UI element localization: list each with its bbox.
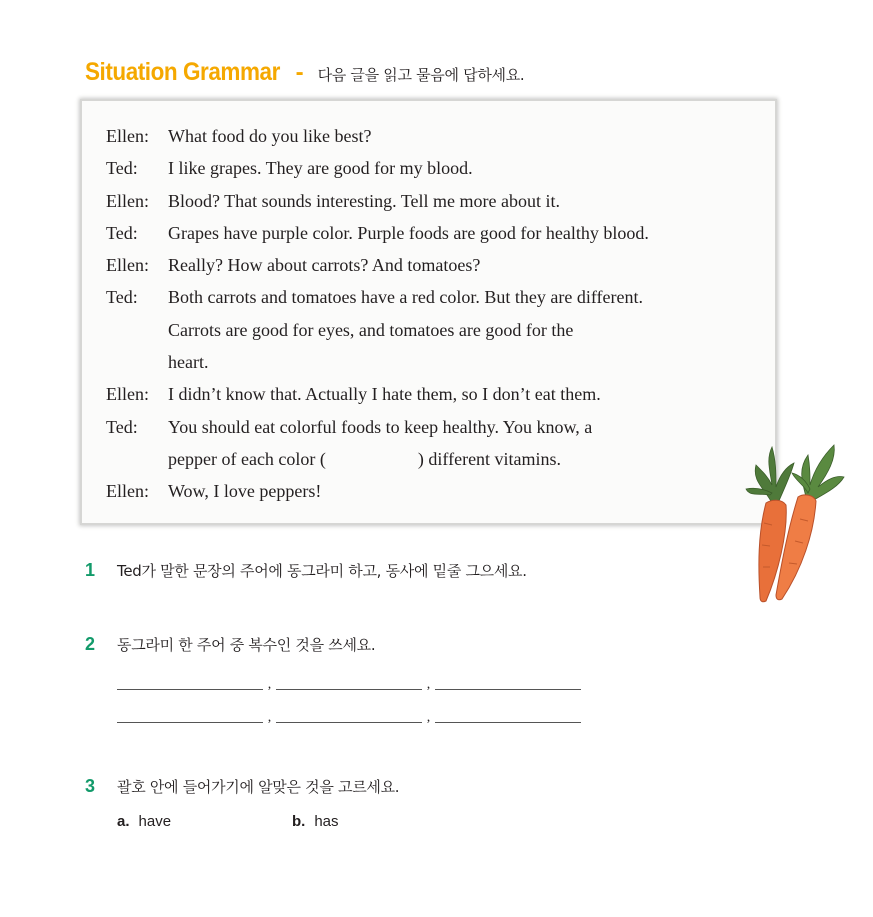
dialogue — [106, 120, 746, 508]
answer-blank[interactable] — [117, 722, 263, 723]
answer-blank[interactable] — [435, 722, 581, 723]
carrots-illustration — [742, 433, 846, 605]
speech: Both carrots and tomatoes have a red color. But they are different. — [168, 287, 644, 308]
blank-after: ) different vitamins. — [417, 448, 562, 469]
question-number: 1 — [85, 560, 96, 580]
dialogue-line — [106, 443, 746, 475]
question-number: 2 — [85, 634, 96, 654]
section-instruction: 다음 글을 읽고 물음에 답하세요. — [317, 66, 525, 84]
speaker: Ted: — [106, 222, 138, 243]
question-3 — [85, 776, 399, 797]
dialogue-line — [106, 475, 746, 507]
answer-choices — [117, 813, 339, 830]
section-header — [85, 58, 524, 90]
speech: heart. — [168, 352, 209, 373]
choice-text: have — [138, 813, 172, 830]
answer-blank[interactable] — [435, 689, 581, 690]
answer-blank[interactable] — [117, 689, 263, 690]
speaker: Ted: — [106, 287, 138, 308]
dialogue-line — [106, 378, 746, 410]
dialogue-line — [106, 217, 746, 249]
answer-row — [117, 710, 581, 725]
speaker: Ellen: — [106, 255, 149, 276]
choice-b[interactable] — [292, 813, 339, 830]
question-text: 괄호 안에 들어가기에 알맞은 것을 고르세요. — [117, 778, 400, 796]
separator: , — [426, 710, 431, 725]
carrot-leaves-left — [746, 447, 794, 503]
title-dash: - — [295, 59, 304, 86]
section-title: Situation Grammar — [85, 58, 280, 86]
separator: , — [267, 710, 272, 725]
answer-blank[interactable] — [276, 689, 422, 690]
speaker: Ted: — [106, 416, 138, 437]
choice-text: has — [314, 813, 339, 830]
speaker: Ellen: — [106, 481, 149, 502]
question-number: 3 — [85, 776, 96, 796]
speech: I like grapes. They are good for my blood. — [168, 158, 473, 179]
question-1 — [85, 560, 527, 581]
dialogue-line — [106, 185, 746, 217]
dialogue-line — [106, 314, 746, 346]
choice-a[interactable] — [117, 813, 171, 830]
speech: You should eat colorful foods to keep healthy. You know, a — [168, 416, 593, 437]
dialogue-line — [106, 120, 746, 152]
question-text: 동그라미 한 주어 중 복수인 것을 쓰세요. — [117, 636, 376, 654]
blank-before: pepper of each color ( — [168, 448, 326, 469]
answer-row — [117, 677, 581, 692]
speaker: Ted: — [106, 158, 138, 179]
speech: Blood? That sounds interesting. Tell me more about it. — [168, 190, 561, 211]
separator: , — [426, 677, 431, 692]
question-2 — [85, 634, 375, 655]
choice-label: a. — [117, 813, 130, 830]
speaker: Ellen: — [106, 384, 149, 405]
question-text: Ted가 말한 문장의 주어에 동그라미 하고, 동사에 밑줄 그으세요. — [117, 562, 527, 580]
carrot-leaves-right — [792, 445, 844, 501]
speech: Grapes have purple color. Purple foods are good for healthy blood. — [168, 222, 649, 243]
speech: I didn’t know that. Actually I hate them, so I don’t eat them. — [168, 384, 601, 405]
dialogue-line — [106, 152, 746, 184]
dialogue-line — [106, 281, 746, 313]
speaker: Ellen: — [106, 190, 149, 211]
speech: Wow, I love peppers! — [168, 481, 322, 502]
separator: , — [267, 677, 272, 692]
dialogue-line — [106, 411, 746, 443]
dialogue-line — [106, 249, 746, 281]
speech: What food do you like best? — [168, 126, 372, 146]
dialogue-line — [106, 346, 746, 378]
speaker: Ellen: — [106, 126, 149, 146]
speech-with-blank — [168, 443, 746, 475]
answer-blank[interactable] — [276, 722, 422, 723]
speech: Carrots are good for eyes, and tomatoes are good for the — [168, 319, 574, 340]
speech: Really? How about carrots? And tomatoes? — [168, 255, 481, 276]
dialogue-box — [82, 101, 775, 523]
choice-label: b. — [292, 813, 306, 830]
